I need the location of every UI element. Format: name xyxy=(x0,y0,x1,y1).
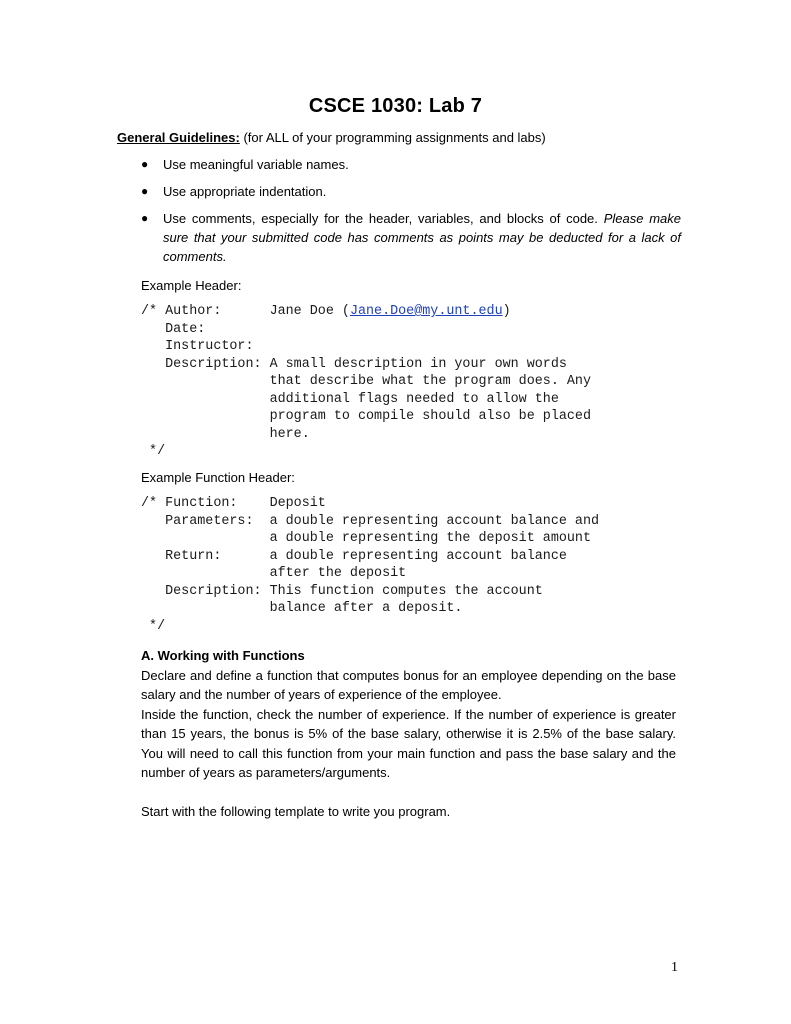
general-guidelines-line xyxy=(117,130,546,145)
page-number: 1 xyxy=(671,960,678,975)
author-email-link[interactable]: Jane.Doe@my.unt.edu xyxy=(349,304,503,319)
code-header-body: Date: Instructor: Description: A small description in your own words that describe what the program does. Any additional flags needed to allow the program to compile should also be placed here. */ xyxy=(149,321,591,459)
guideline-item xyxy=(141,209,681,266)
example-function-header-label: Example Function Header: xyxy=(141,470,295,485)
guideline-text: Use meaningful variable names. xyxy=(163,157,349,172)
section-paragraph: Inside the function, check the number of experience. If the number of experience is greater than 15 years, the bonus is 5% of the base salary, otherwise it is 2.5% of the base salary. You will need to call this function from your main function and pass the base salary and the number of years as parameters/arguments. xyxy=(141,706,676,780)
example-header-label: Example Header: xyxy=(141,278,242,293)
guideline-item xyxy=(141,182,681,201)
example-header-code xyxy=(141,303,591,461)
bullet-icon: ● xyxy=(141,211,149,225)
guideline-text: Use comments, especially for the header, variables, and blocks of code. xyxy=(163,211,604,226)
bullet-icon: ● xyxy=(141,157,149,171)
bullet-icon: ● xyxy=(141,184,149,198)
code-line-author-end: ) xyxy=(502,304,511,319)
section-paragraph: Declare and define a function that computes bonus for an employee depending on the base salary and the number of years of experience of the employee. xyxy=(141,667,676,702)
section-working-with-functions xyxy=(141,646,676,821)
example-function-header-code: /* Function: Deposit Parameters: a double representing account balance and a double representing the deposit amount Return: a double representing account balance after the deposit Description: This function computes the account balance after a deposit. */ xyxy=(141,496,600,634)
guidelines-list xyxy=(141,155,681,274)
section-heading: A. Working with Functions xyxy=(141,648,305,663)
guideline-emphasis: Please make sure that your submitted code has comments as points may be deducted for a lack of comments. xyxy=(163,211,681,264)
section-start-text: Start with the following template to write you program. xyxy=(141,803,451,819)
general-guidelines-heading: General Guidelines: xyxy=(117,130,240,145)
guideline-item xyxy=(141,155,681,174)
code-line-author: /* Author: Jane Doe ( xyxy=(141,304,350,319)
general-guidelines-note: (for ALL of your programming assignments and labs) xyxy=(239,130,546,145)
page-title: CSCE 1030: Lab 7 xyxy=(308,95,483,117)
guideline-text: Use appropriate indentation. xyxy=(163,184,327,199)
